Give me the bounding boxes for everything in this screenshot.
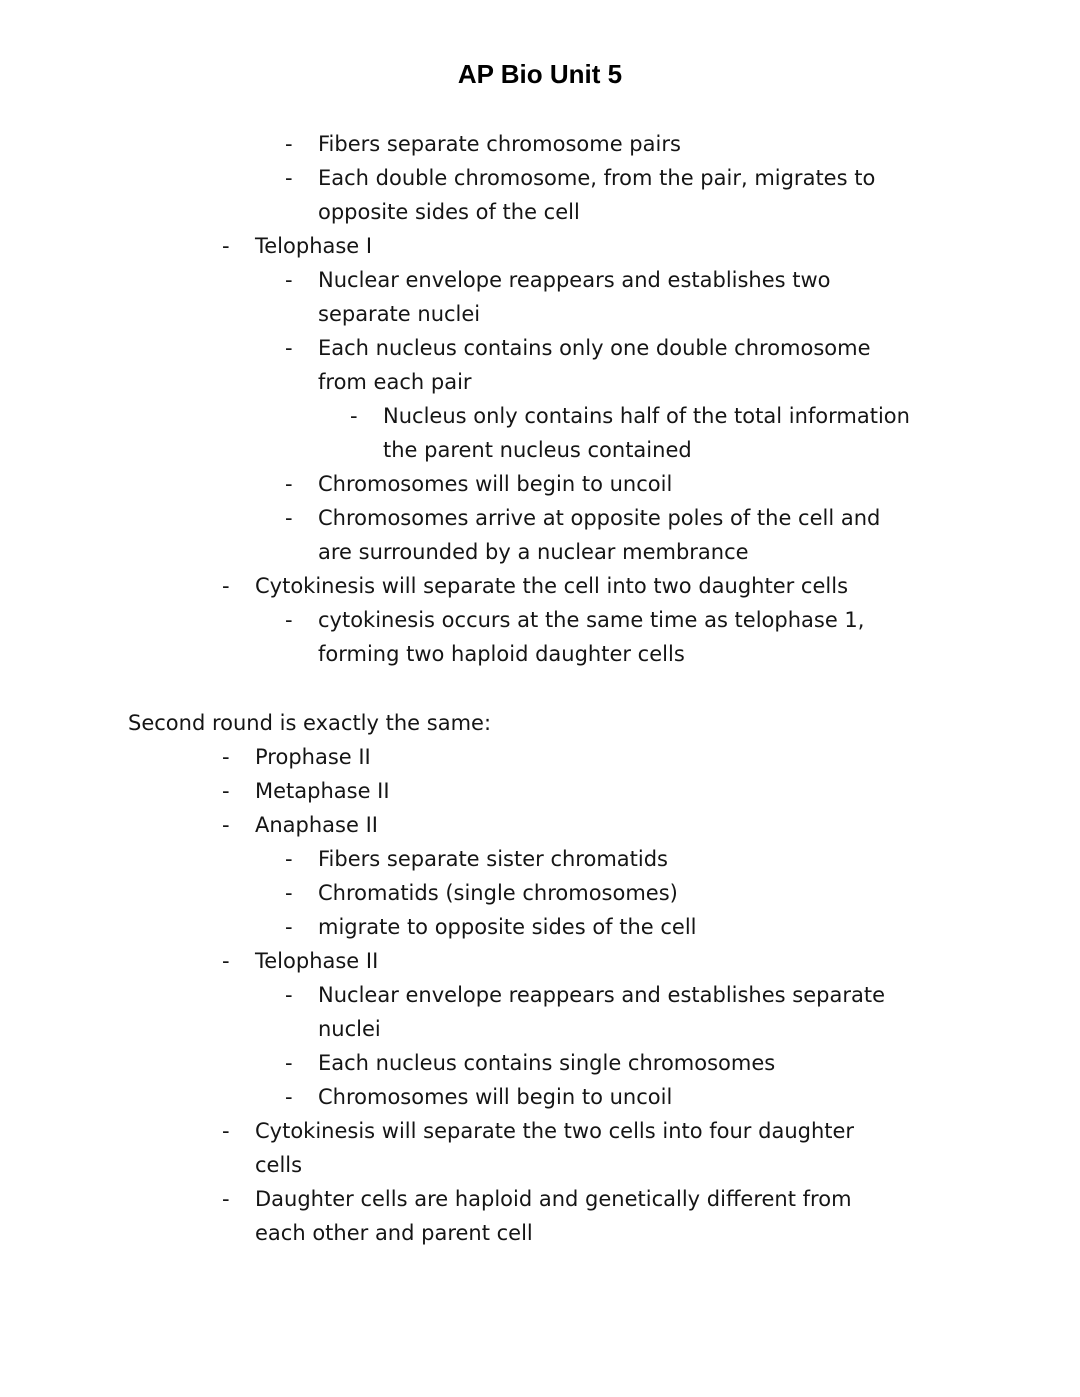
list-item-line: the parent nucleus contained [383,438,692,462]
bullet-dash: - [222,949,230,973]
list-item [0,229,1080,263]
list-item-line: Each double chromosome, from the pair, migrates to [318,166,876,190]
list-item-line: Each nucleus contains only one double chromosome [318,336,871,360]
list-item-continuation [0,365,1080,399]
list-item [0,876,1080,910]
bullet-dash: - [222,1187,230,1211]
list-item-line: Cytokinesis will separate the cell into two daughter cells [255,574,849,598]
list-item-line: Chromosomes arrive at opposite poles of the cell and [318,506,881,530]
list-item-line: opposite sides of the cell [318,200,580,224]
list-item-continuation [0,535,1080,569]
bullet-dash: - [222,779,230,803]
list-item-line: are surrounded by a nuclear membrance [318,540,749,564]
bullet-dash: - [285,268,293,292]
list-item-line: Anaphase II [255,813,378,837]
list-item [0,1046,1080,1080]
list-item [0,774,1080,808]
list-item-continuation [0,637,1080,671]
bullet-dash: - [285,1085,293,1109]
list-item [0,399,1080,433]
list-item-continuation [0,1148,1080,1182]
list-item [0,944,1080,978]
list-item-continuation [0,195,1080,229]
bullet-dash: - [222,1119,230,1143]
bullet-dash: - [285,472,293,496]
bullet-dash: - [285,166,293,190]
list-item-line: Metaphase II [255,779,390,803]
list-item [0,740,1080,774]
list-item-line: forming two haploid daughter cells [318,642,685,666]
list-item [0,331,1080,365]
list-item-line: cells [255,1153,303,1177]
page-title: AP Bio Unit 5 [457,59,623,89]
notes-content [0,127,1080,1250]
list-item-line: Nuclear envelope reappears and establishes separate [318,983,885,1007]
list-item [0,1114,1080,1148]
bullet-dash: - [285,983,293,1007]
list-item-line: Nucleus only contains half of the total information [383,404,910,428]
list-item [0,603,1080,637]
list-item [0,263,1080,297]
list-item-line: nuclei [318,1017,381,1041]
list-item [0,127,1080,161]
list-item [0,910,1080,944]
list-item-line: Telophase II [255,949,379,973]
list-item-line: from each pair [318,370,472,394]
list-item-line: Daughter cells are haploid and genetically different from [255,1187,852,1211]
list-item-line: Chromosomes will begin to uncoil [318,472,673,496]
list-item-line: Fibers separate chromosome pairs [318,132,681,156]
bullet-dash: - [350,404,358,428]
bullet-dash: - [285,132,293,156]
list-item [0,161,1080,195]
bullet-dash: - [222,813,230,837]
list-item [0,1182,1080,1216]
bullet-dash: - [222,574,230,598]
section-heading: Second round is exactly the same: [128,711,492,735]
list-item-line: Nuclear envelope reappears and establishes two [318,268,831,292]
list-item-line: Chromosomes will begin to uncoil [318,1085,673,1109]
bullet-dash: - [285,915,293,939]
list-item-line: Chromatids (single chromosomes) [318,881,678,905]
list-item-line: Fibers separate sister chromatids [318,847,668,871]
list-item-line: each other and parent cell [255,1221,533,1245]
list-item-continuation [0,1012,1080,1046]
bullet-dash: - [222,745,230,769]
notes-section-1 [0,127,1080,671]
list-item-line: Cytokinesis will separate the two cells into four daughter [255,1119,855,1143]
bullet-dash: - [285,336,293,360]
bullet-dash: - [285,847,293,871]
list-item [0,1080,1080,1114]
list-item-continuation [0,297,1080,331]
list-item-line: cytokinesis occurs at the same time as telophase 1, [318,608,865,632]
list-item [0,501,1080,535]
list-item [0,569,1080,603]
list-item-line: Prophase II [255,745,371,769]
bullet-dash: - [285,1051,293,1075]
list-item [0,467,1080,501]
list-item-continuation [0,1216,1080,1250]
list-item [0,808,1080,842]
list-item-line: separate nuclei [318,302,481,326]
notes-section-2 [0,706,1080,1250]
list-item-line: Each nucleus contains single chromosomes [318,1051,776,1075]
bullet-dash: - [285,608,293,632]
list-item [0,842,1080,876]
bullet-dash: - [222,234,230,258]
list-item-line: migrate to opposite sides of the cell [318,915,697,939]
bullet-dash: - [285,506,293,530]
list-item-line: Telophase I [255,234,373,258]
list-item-continuation [0,433,1080,467]
list-item [0,978,1080,1012]
bullet-dash: - [285,881,293,905]
